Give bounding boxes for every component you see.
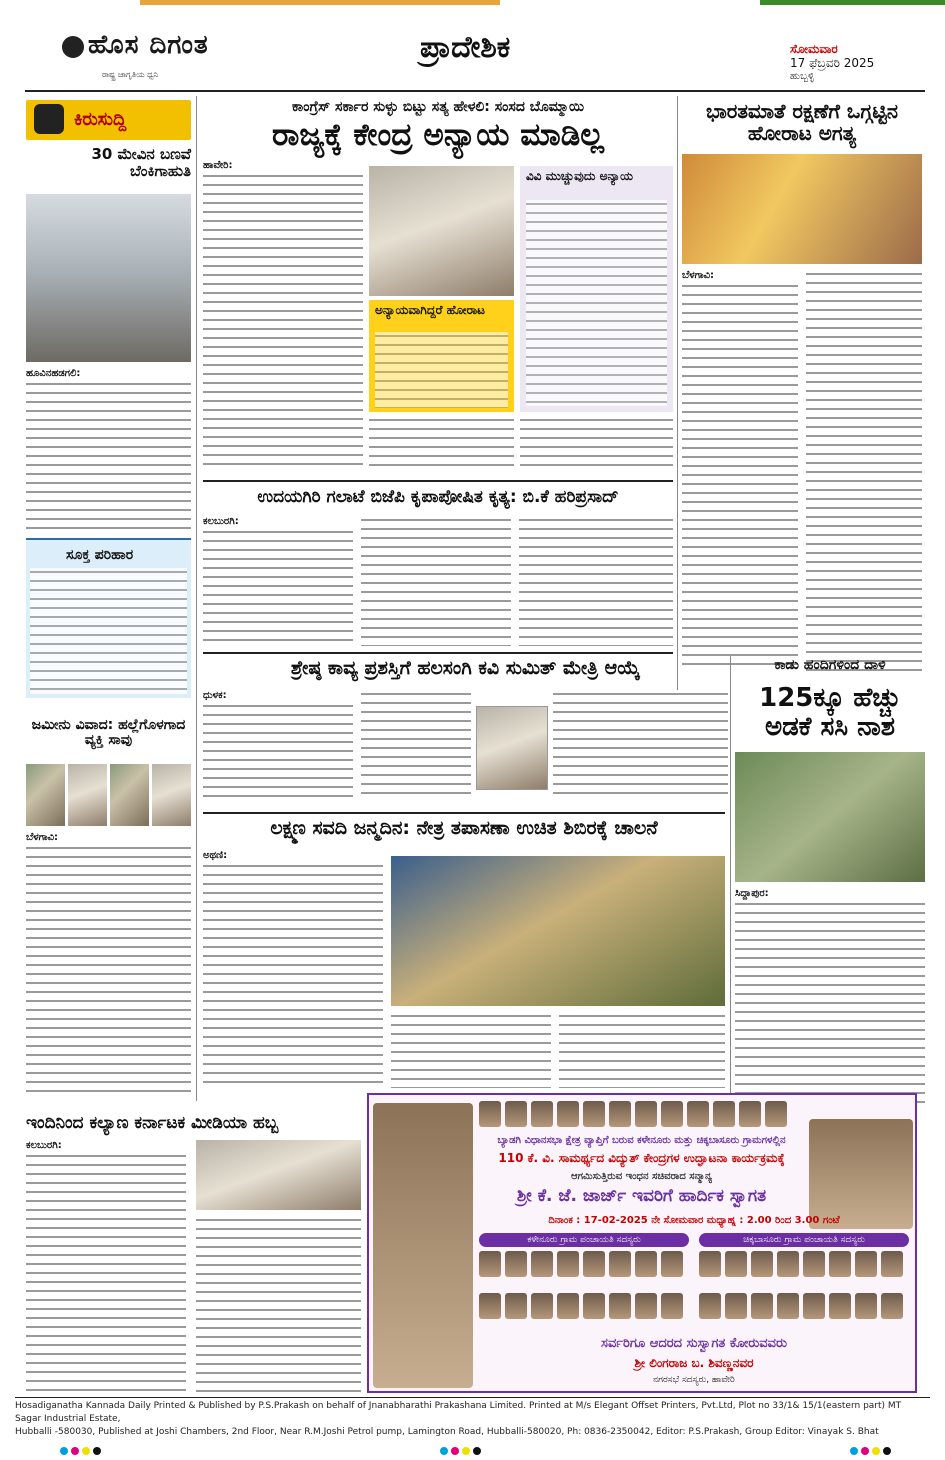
animals-photo bbox=[735, 752, 925, 882]
udayagiri-byline: ಕಲಬುರಗಿ: bbox=[203, 516, 239, 527]
story3-body bbox=[26, 844, 191, 1099]
logo-text: ಹೊಸ ದಿಗಂತ bbox=[88, 30, 209, 60]
lead-story bbox=[203, 96, 673, 474]
story3-photos bbox=[26, 764, 191, 826]
udayagiri-story bbox=[203, 486, 673, 646]
ad-faces-row bbox=[479, 1101, 804, 1131]
right-top-body-2 bbox=[806, 270, 922, 672]
day-label: ಸೋಮವಾರ bbox=[790, 42, 838, 56]
lead-body-col3 bbox=[520, 416, 673, 472]
udayagiri-body-2 bbox=[361, 516, 511, 646]
poet-headline: ಶ್ರೇಷ್ಠ ಕಾವ್ಯ ಪ್ರಶಸ್ತಿಗೆ ಹಲಸಂಗಿ ಕವಿ ಸುಮಿತ್ ಮೇತ್ರಿ ಆಯ್ಕೆ bbox=[290, 657, 641, 679]
ad-line1: ಬ್ಯಾಡಗಿ ವಿಧಾನಸಭಾ ಕ್ಷೇತ್ರ ವ್ಯಾಪ್ತಿಗೆ ಬರುವ ಕಳೇನೂರು ಮತ್ತು ಚಿಕ್ಕಬಾಸೂರು ಗ್ರಾಮಗಳಲ್ಲಿನ bbox=[497, 1135, 786, 1146]
right-top-body-1 bbox=[682, 282, 798, 672]
registration-dots-right bbox=[850, 1447, 891, 1455]
media-body-2 bbox=[196, 1216, 361, 1396]
masthead-rule bbox=[25, 90, 925, 92]
lead-box-body bbox=[375, 332, 508, 408]
hand-icon bbox=[34, 104, 64, 134]
media-body-1 bbox=[26, 1152, 186, 1396]
footer bbox=[15, 1400, 930, 1440]
lead-side-box bbox=[520, 166, 673, 412]
poet-byline: ಧುಳಕ: bbox=[203, 690, 227, 701]
story1-byline: ಹೂವಿನಹಡಗಲಿ: bbox=[26, 368, 81, 379]
kirusuddi-banner bbox=[26, 100, 191, 140]
ad-line8: ನಗರಸಭೆ ಸದಸ್ಯರು, ಹಾವೇರಿ bbox=[653, 1375, 735, 1385]
camp-photo bbox=[391, 856, 725, 1006]
date-label: 17 ಫೆಬ್ರವರಿ 2025 bbox=[790, 56, 875, 70]
udayagiri-body-1 bbox=[203, 528, 353, 646]
footer-rule bbox=[15, 1397, 930, 1398]
camp-story bbox=[203, 816, 725, 1096]
animals-byline: ಸಿದ್ದಾಪುರ: bbox=[735, 888, 769, 899]
lead-photo bbox=[369, 166, 514, 296]
media-headline: ಇಂದಿನಿಂದ ಕಲ್ಯಾಣ ಕರ್ನಾಟಕ ಮೀಡಿಯಾ ಹಬ್ಬ bbox=[26, 1113, 279, 1133]
ad-line6: ಸರ್ವರಿಗೂ ಆದರದ ಸುಸ್ವಾಗತ ಕೋರುವವರು bbox=[601, 1336, 787, 1351]
lead-headline: ರಾಜ್ಯಕ್ಕೆ ಕೇಂದ್ರ ಅನ್ಯಾಯ ಮಾಡಿಲ್ಲ bbox=[271, 117, 605, 153]
poet-photo bbox=[476, 706, 548, 790]
camp-body-1 bbox=[203, 862, 383, 1088]
lead-box bbox=[369, 300, 514, 412]
ad-members-left bbox=[479, 1251, 689, 1331]
media-byline: ಕಲಬುರಗಿ: bbox=[26, 1140, 62, 1151]
rule-udayagiri bbox=[203, 480, 673, 482]
logo bbox=[62, 30, 247, 86]
lead-body-col1 bbox=[203, 172, 363, 472]
story2-headline: ಸೂಕ್ತ ಪರಿಹಾರ bbox=[66, 547, 134, 563]
ad-line5: ದಿನಾಂಕ : 17-02-2025 ನೇ ಸೋಮವಾರ ಮಧ್ಯಾಹ್ನ : 2.00 ರಿಂದ 3.00 ಗಂಟೆ bbox=[548, 1215, 840, 1226]
lead-side-headline: ವಿವಿ ಮುಚ್ಚುವುದು ಅನ್ಯಾಯ bbox=[526, 169, 633, 183]
logo-tagline: ರಾಷ್ಟ್ರ ಜಾಗೃತಿಯ ಧ್ವನಿ bbox=[102, 70, 159, 79]
right-top-headline: ಭಾರತಮಾತೆ ರಕ್ಷಣೆಗೆ ಒಗ್ಗಟ್ಟಿನ ಹೋರಾಟ ಅಗತ್ಯ bbox=[706, 99, 898, 145]
camp-byline: ಅಥಣಿ: bbox=[203, 850, 228, 861]
story1-headline: 30 ಮೇವಿನ ಬಣವೆ ಬೆಂಕಿಗಾಹುತಿ bbox=[91, 145, 191, 180]
ad-line2: 110 ಕೆ. ವಿ. ಸಾಮರ್ಥ್ಯದ ವಿದ್ಯುತ್ ಕೇಂದ್ರಗಳ ಉದ್ಘಾಟನಾ ಕಾರ್ಯಕ್ರಮಕ್ಕೆ bbox=[498, 1151, 785, 1165]
udayagiri-body-3 bbox=[519, 516, 673, 646]
story2-box bbox=[26, 538, 191, 698]
registration-dots-center bbox=[440, 1447, 481, 1455]
ad-members-right bbox=[699, 1251, 909, 1331]
poet-story bbox=[203, 656, 728, 806]
column-rule-animals bbox=[730, 656, 731, 1106]
kirusuddi-label: ಕಿರುಸುದ್ದಿ bbox=[74, 109, 127, 130]
animals-story bbox=[735, 656, 925, 1106]
lead-byline: ಹಾವೇರಿ: bbox=[203, 160, 233, 171]
ad-host-photo bbox=[809, 1119, 913, 1229]
right-top-byline: ಬೆಳಗಾವಿ: bbox=[682, 270, 715, 281]
color-stripe bbox=[0, 0, 945, 5]
masthead bbox=[0, 0, 945, 92]
lead-body-col2 bbox=[369, 416, 514, 472]
registration-dots-left bbox=[60, 1447, 101, 1455]
poet-body-3 bbox=[553, 690, 728, 798]
ad-line4: ಶ್ರೀ ಕೆ. ಜೆ. ಜಾರ್ಜ್ ಇವರಿಗೆ ಹಾರ್ದಿಕ ಸ್ವಾಗತ bbox=[516, 1186, 767, 1206]
media-photo bbox=[196, 1140, 361, 1210]
right-top-story bbox=[682, 96, 922, 486]
date-box bbox=[790, 42, 874, 84]
rule-poet bbox=[203, 652, 673, 654]
lead-side-body bbox=[526, 200, 667, 406]
poet-body-1 bbox=[203, 702, 353, 798]
section-title: ಪ್ರಾದೇಶಿಕ bbox=[420, 30, 511, 65]
udayagiri-headline: ಉದಯಗಿರಿ ಗಲಾಟೆ ಬಿಜೆಪಿ ಕೃಪಾಪೋಷಿತ ಕೃತ್ಯ: ಬಿ.ಕೆ ಹರಿಪ್ರಸಾದ್ bbox=[257, 487, 619, 507]
advertisement bbox=[367, 1093, 917, 1393]
animals-body bbox=[735, 900, 925, 1106]
fire-photo bbox=[26, 194, 191, 362]
camp-headline: ಲಕ್ಷ್ಮಣ ಸವದಿ ಜನ್ಮದಿನ: ನೇತ್ರ ತಪಾಸಣಾ ಉಚಿತ ಶಿಬಿರಕ್ಕೆ ಚಾಲನೆ bbox=[270, 817, 658, 839]
lead-kicker: ಕಾಂಗ್ರೆಸ್ ಸರ್ಕಾರ ಸುಳ್ಳು ಬಿಟ್ಟು ಸತ್ಯ ಹೇಳಲಿ: ಸಂಸದ ಬೊಮ್ಮಾಯಿ bbox=[292, 99, 584, 115]
rule-camp bbox=[203, 812, 725, 814]
city-label: ಹುಬ್ಬಳ್ಳಿ bbox=[790, 71, 815, 82]
story3-headline: ಜಮೀನು ವಿವಾದ: ಹಲ್ಲೆಗೊಳಗಾದ ವ್ಯಕ್ತಿ ಸಾವು bbox=[31, 717, 186, 749]
right-top-photo bbox=[682, 154, 922, 264]
logo-emblem-icon bbox=[62, 36, 84, 58]
ad-tag-right: ಚಿಕ್ಕಬಾಸೂರು ಗ್ರಾಮ ಪಂಚಾಯತಿ ಸದಸ್ಯರು bbox=[699, 1233, 909, 1247]
footer-line2: Hubballi -580030, Published at Joshi Chambers, 2nd Floor, Near R.M.Joshi Petrol pump, Lamington Road, Hubballi-580020, Ph: 0836-2350042, Editor: P.S.Prakash, Group Editor: Vinayak S. Bhat bbox=[15, 1427, 879, 1437]
media-story bbox=[26, 1112, 361, 1397]
lead-box-headline: ಅನ್ಯಾಯವಾಗಿದ್ದರೆ ಹೋರಾಟ bbox=[375, 303, 486, 317]
camp-body-2 bbox=[391, 1012, 551, 1088]
column-rule-right bbox=[677, 96, 678, 726]
footer-line1: Hosadiganatha Kannada Daily Printed & Published by P.S.Prakash on behalf of Jnanabharathi Prakashana Limited. Printed at M/s Elegant Offset Printers, Pvt.Ltd, Plot no 33/1& 15/1(eastern part) MT Sagar Industrial Estate, bbox=[15, 1401, 902, 1424]
animals-kicker: ಕಾಡು ಹಂದಿಗಳಿಂದ ದಾಳಿ bbox=[774, 657, 886, 673]
poet-body-2 bbox=[361, 690, 471, 798]
ad-line7: ಶ್ರೀ ಲಿಂಗರಾಜ ಬ. ಶಿವಣ್ಣನವರ bbox=[634, 1356, 754, 1370]
story3-byline: ಬೆಳಗಾವಿ: bbox=[26, 832, 59, 843]
ad-line3: ಆಗಮಿಸುತ್ತಿರುವ ಇಂಧನ ಸಚಿವರಾದ ಸನ್ಮಾನ್ಯ bbox=[571, 1171, 712, 1182]
camp-body-3 bbox=[559, 1012, 725, 1088]
story1-body bbox=[26, 380, 191, 530]
story2-body bbox=[30, 568, 187, 694]
animals-headline: 125ಕ್ಕೂ ಹೆಚ್ಚು ಅಡಕೆ ಸಸಿ ನಾಶ bbox=[759, 683, 901, 742]
column-rule bbox=[196, 96, 197, 1101]
left-column bbox=[26, 96, 191, 1101]
ad-tag-left: ಕಳೇನೂರು ಗ್ರಾಮ ಪಂಚಾಯತಿ ಸದಸ್ಯರು bbox=[479, 1233, 689, 1247]
ad-minister-photo bbox=[373, 1103, 473, 1388]
